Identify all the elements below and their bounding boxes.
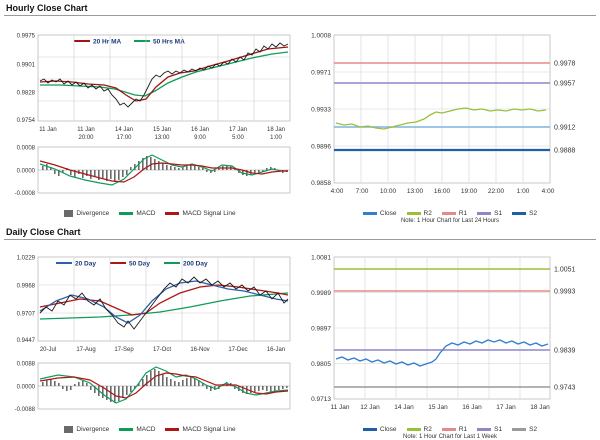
section-divider-hourly: [4, 15, 596, 16]
daily-pivot-xtick-0: 11 Jan: [330, 404, 350, 411]
daily-ytick-3: 0.9447: [16, 338, 35, 344]
hourly-xtick2-4: 9:00: [194, 135, 206, 141]
legend-label-pivot-s1: S1: [494, 210, 503, 217]
legend-label-daily-signal: MACD Signal Line: [182, 426, 236, 433]
daily-level-r1-value: 0.9993: [554, 288, 576, 296]
legend-label-daily-macd: MACD: [136, 426, 156, 433]
legend-item-pivot-close: [363, 210, 397, 217]
daily-pivot-xtick-4: 16 Jan: [462, 404, 482, 411]
daily-level-s1-value: 0.9839: [554, 347, 576, 355]
hourly-pivot-xtick-3: 13:00: [406, 188, 424, 195]
legend-label-macd: MACD: [136, 210, 156, 217]
hourly-level-s2-value: 0.9888: [554, 147, 576, 155]
hourly-xtick2-2: 17:00: [116, 135, 132, 141]
hourly-section-title: Hourly Close Chart: [6, 3, 88, 13]
r1-swatch-icon: [442, 212, 456, 215]
s2-swatch-icon: [512, 428, 526, 431]
daily-pivot-xtick-3: 15 Jan: [428, 404, 448, 411]
s1-swatch-icon: [477, 212, 491, 215]
legend-label-divergence: Divergence: [76, 210, 110, 217]
daily-macd-ytick-1: 0.0000: [16, 384, 35, 391]
legend-item-daily-s2: [512, 426, 537, 433]
hourly-pivot-xtick-8: 4:00: [541, 188, 555, 195]
legend-label-pivot-s2: S2: [529, 210, 538, 217]
legend-label-pivot-r2: R2: [423, 210, 432, 217]
signal-swatch-icon: [165, 428, 179, 431]
hourly-pivot-xtick-0: 4:00: [330, 188, 344, 195]
daily-xtick-0: 20-Jul: [39, 347, 57, 353]
signal-swatch-icon: [165, 212, 179, 215]
daily-level-s2-value: 0.9743: [554, 384, 576, 392]
daily-pivot-ytick-1: 0.9989: [311, 290, 331, 297]
hourly-pivot-xtick-7: 1:00: [516, 188, 530, 195]
legend-label-pivot-r1: R1: [458, 210, 468, 217]
hourly-level-r2-value: 0.9978: [554, 60, 576, 68]
daily-pivot-ytick-0: 1.0081: [311, 254, 331, 262]
legend-item-pivot-r2: [407, 210, 432, 217]
hourly-macd-ytick-1: 0.0000: [16, 168, 35, 175]
daily-xtick-3: 17-Oct: [152, 347, 172, 353]
daily-pivot-svg: [300, 243, 600, 425]
macd-swatch-icon: [119, 212, 133, 215]
hourly-xtick-3: 15 Jan: [152, 127, 172, 133]
hourly-right-panel: [300, 19, 600, 224]
hourly-macd-ytick-2: -0.0008: [14, 191, 35, 197]
legend-label-20day: 20 Day: [75, 260, 96, 268]
legend-label-50day: 50 Day: [129, 260, 150, 268]
hourly-xtick-4: 16 Jan: [190, 127, 210, 133]
legend-label-200day: 200 Day: [183, 260, 208, 268]
legend-item-pivot-s1: [477, 210, 502, 217]
hourly-pivot-svg: [300, 19, 600, 209]
daily-right-panel: [300, 243, 600, 440]
hourly-left-panel: [0, 19, 300, 224]
daily-xtick-1: 17-Aug: [76, 347, 96, 353]
hourly-row: [0, 19, 600, 224]
daily-pivot-ytick-3: 0.9805: [311, 361, 331, 368]
hourly-pivot-note: Note: 1 Hour Chart for Last 24 Hours: [400, 218, 500, 224]
legend-label-daily-close: Close: [379, 426, 397, 433]
hourly-xtick-1: 11 Jan: [77, 127, 95, 133]
hourly-pivot-ytick-2: 0.9933: [311, 106, 331, 114]
hourly-pivot-xtick-1: 7:00: [355, 188, 369, 195]
legend-item-daily-close: [363, 426, 397, 433]
hourly-macd-legend: [0, 210, 300, 217]
daily-ytick-1: 0.9968: [16, 283, 35, 290]
section-divider-daily: [4, 239, 596, 240]
r2-swatch-icon: [407, 428, 421, 431]
divergence-swatch-icon: [64, 210, 73, 217]
hourly-ytick-1: 0.9901: [16, 62, 35, 69]
daily-left-panel: [0, 243, 300, 440]
hourly-pivot-ytick-1: 0.9971: [311, 69, 331, 77]
hourly-ytick-0: 0.9975: [16, 33, 35, 40]
hourly-xtick2-6: 1:00: [270, 135, 282, 141]
hourly-pivot-xtick-6: 22:00: [487, 188, 505, 195]
hourly-level-s1-value: 0.9912: [554, 124, 576, 132]
daily-pivot-xtick-6: 18 Jan: [530, 404, 550, 411]
legend-label-50hr-ma: 50 Hrs MA: [153, 38, 185, 46]
s2-swatch-icon: [512, 212, 526, 215]
hourly-xtick2-5: 5:00: [232, 135, 244, 141]
legend-label-macd-signal: MACD Signal Line: [182, 210, 236, 217]
s1-swatch-icon: [477, 428, 491, 431]
daily-pivot-legend: [300, 426, 600, 433]
hourly-pivot-legend: [300, 210, 600, 217]
divergence-swatch-icon: [64, 426, 73, 433]
hourly-pivot-ytick-4: 0.9858: [311, 180, 331, 187]
daily-pivot-ytick-4: 0.9713: [311, 396, 331, 403]
legend-item-daily-signal: [165, 426, 235, 433]
hourly-macd-ytick-0: 0.0008: [16, 145, 35, 152]
close-swatch-icon: [363, 212, 377, 215]
r2-swatch-icon: [407, 212, 421, 215]
daily-pivot-xtick-2: 14 Jan: [394, 404, 414, 411]
legend-item-pivot-r1: [442, 210, 467, 217]
daily-xtick-6: 16-Jan: [266, 347, 286, 353]
hourly-ytick-3: 0.9754: [16, 118, 35, 124]
daily-ytick-0: 1.0229: [16, 255, 35, 262]
legend-item-daily-r1: [442, 426, 467, 433]
hourly-xtick2-3: 13:00: [154, 135, 170, 141]
daily-price-macd-svg: [0, 243, 300, 425]
legend-item-pivot-s2: [512, 210, 537, 217]
daily-xtick-5: 17-Dec: [228, 347, 248, 353]
legend-item-macd: [119, 210, 155, 217]
legend-item-daily-r2: [407, 426, 432, 433]
hourly-ytick-2: 0.9828: [16, 90, 35, 97]
hourly-xtick-2: 14 Jan: [114, 127, 134, 133]
legend-item-daily-macd: [119, 426, 155, 433]
hourly-level-r1-value: 0.9957: [554, 80, 576, 88]
macd-swatch-icon: [119, 428, 133, 431]
hourly-pivot-ytick-0: 1.0008: [311, 32, 331, 40]
hourly-pivot-xtick-2: 10:00: [379, 188, 397, 195]
hourly-xtick2-1: 20:00: [78, 135, 94, 141]
legend-label-daily-divergence: Divergence: [76, 426, 110, 433]
daily-ytick-2: 0.9707: [16, 311, 35, 318]
close-swatch-icon: [363, 428, 377, 431]
daily-pivot-note: Note: 1 Hour Chart for Last 1 Week: [403, 434, 497, 440]
daily-level-r2-value: 1.0051: [554, 266, 576, 274]
legend-item-daily-s1: [477, 426, 502, 433]
legend-label-20hr-ma: 20 Hr MA: [93, 38, 122, 46]
hourly-xtick-5: 17 Jan: [228, 127, 248, 133]
daily-xtick-4: 16-Nov: [190, 347, 210, 353]
daily-macd-ytick-2: -0.0088: [14, 407, 35, 413]
legend-label-pivot-close: Close: [379, 210, 397, 217]
legend-label-daily-s1: S1: [494, 426, 503, 433]
daily-pivot-xtick-1: 12 Jan: [360, 404, 380, 411]
daily-macd-legend: [0, 426, 300, 433]
hourly-price-macd-svg: [0, 19, 300, 209]
legend-item-divergence: [64, 210, 109, 217]
daily-section-title: Daily Close Chart: [6, 227, 81, 237]
hourly-pivot-ytick-3: 0.9896: [311, 143, 331, 151]
legend-item-macd-signal: [165, 210, 235, 217]
daily-pivot-ytick-2: 0.9897: [311, 325, 331, 333]
daily-price-legend: [56, 261, 208, 268]
hourly-pivot-xtick-4: 16:00: [433, 188, 451, 195]
hourly-xtick-0: 11 Jan: [39, 127, 57, 133]
daily-macd-ytick-0: 0.0088: [16, 361, 35, 368]
daily-xtick-2: 17-Sep: [114, 347, 134, 353]
legend-item-daily-divergence: [64, 426, 109, 433]
legend-label-daily-r2: R2: [423, 426, 432, 433]
legend-label-daily-r1: R1: [458, 426, 468, 433]
r1-swatch-icon: [442, 428, 456, 431]
daily-pivot-xtick-5: 17 Jan: [496, 404, 516, 411]
daily-row: [0, 243, 600, 440]
hourly-xtick-6: 18 Jan: [266, 127, 286, 133]
legend-label-daily-s2: S2: [529, 426, 538, 433]
hourly-pivot-xtick-5: 19:00: [460, 188, 478, 195]
